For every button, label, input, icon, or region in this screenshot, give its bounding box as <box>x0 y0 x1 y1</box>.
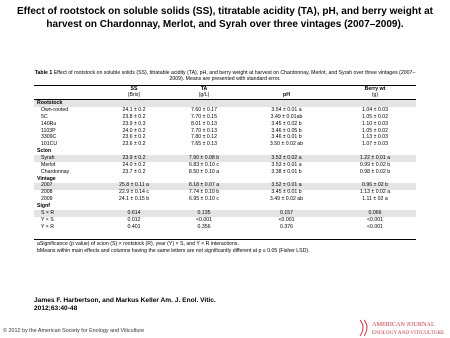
cell-berry-wt: <0.001 <box>366 223 383 230</box>
cell-ph: 0.157 <box>280 209 293 216</box>
cell-berry-wt: 0.98 ± 0.02 b <box>359 168 391 175</box>
table-caption-text: Effect of rootstock on soluble solids (SS), titratable acidity (TA), pH, and berry weight at harvest on Chardonnay, Merlot, and Syrah over three vintages (2007–2009). Means are presented with standard error. <box>53 70 416 83</box>
row-label: Y × S <box>41 216 54 223</box>
row-label: 101CU <box>41 141 58 148</box>
cell-ss: 24.1 ± 0.2 <box>122 107 146 114</box>
section-label: Vintage <box>37 175 56 182</box>
table-row <box>34 114 416 121</box>
table-row <box>34 162 416 169</box>
table-row <box>34 182 416 189</box>
header-ta <box>174 86 234 99</box>
cell-berry-wt: 1.22 ± 0.01 a <box>359 155 391 161</box>
cell-ph: 3.54 ± 0.01 a <box>271 107 302 114</box>
row-label: 2007 <box>41 182 53 189</box>
cell-ph: 3.53 ± 0.02 a <box>271 155 302 161</box>
table-caption <box>34 70 416 83</box>
row-label: 1103P <box>41 127 56 134</box>
footnote-a: aSignificance (p value) of scion (S) × rootstock (R), year (Y) × S, and Y × R interactions. <box>37 241 239 247</box>
cell-ta: 6.83 ± 0.10 c <box>189 161 219 168</box>
cell-ph: <0.001 <box>278 216 295 223</box>
cell-ta: 7.80 ± 0.12 <box>191 134 217 141</box>
table-row <box>34 121 416 128</box>
row-label: 2009 <box>41 196 53 203</box>
cell-ss: 23.6 ± 0.2 <box>122 141 146 148</box>
cell-berry-wt: 1.05 ± 0.02 <box>362 113 388 120</box>
cell-ss: 24.1 ± 0.15 b <box>118 196 150 203</box>
cell-ph: 3.45 ± 0.02 b <box>271 120 302 127</box>
cell-ph: 3.49 ± 0.01ab <box>270 113 303 120</box>
cell-ph: 3.45 ± 0.01 b <box>271 189 302 196</box>
cell-ta: 0.135 <box>197 209 211 216</box>
cell-ta: 7.74 ± 0.10 b <box>188 189 220 196</box>
journal-logo <box>358 318 450 338</box>
cell-ph: 3.49 ± 0.02 ab <box>269 196 304 203</box>
table-row <box>34 128 416 135</box>
table-row <box>34 107 416 114</box>
cell-berry-wt: 0.96 ± 02 b <box>362 182 388 189</box>
header-ph <box>249 92 324 98</box>
cell-berry-wt: 1.07 ± 0.03 <box>362 141 388 148</box>
table-row <box>34 134 416 141</box>
cell-ta: 7.90 ± 0.08 b <box>188 155 220 161</box>
cell-ss: 22.9 ± 0.14 c <box>119 189 149 196</box>
cell-ph: 3.52 ± 0.01 a <box>271 182 302 189</box>
row-label: Merlot <box>41 161 56 168</box>
cell-ph: 3.38 ± 0.01 b <box>271 168 302 175</box>
table-row <box>34 155 416 162</box>
row-label: Own-rooted <box>41 107 69 114</box>
cell-ss: 24.0 ± 0.2 <box>122 161 146 168</box>
cell-ta: 8.50 ± 0.10 a <box>188 168 220 175</box>
cell-ta: 7.70 ± 0.13 <box>191 127 217 134</box>
header-ss-unit: (Brix) <box>127 92 141 99</box>
cell-ta: 8.01 ± 0.13 <box>191 120 217 127</box>
table-caption-label: Table 1 <box>34 70 53 76</box>
cell-ss: 0.401 <box>127 223 141 230</box>
footnote-b: bMeans within main effects and columns having the same letters are not significantly different at p ≤ 0.05 (Fisher LSD). <box>37 248 310 254</box>
header-ta-unit: (g/L) <box>198 92 210 99</box>
cell-ta: <0.001 <box>195 216 212 223</box>
logo-line-1: AMERICAN JOURNAL <box>372 321 435 328</box>
cell-berry-wt: 1.05 ± 0.02 <box>362 127 388 134</box>
table-row <box>34 224 416 231</box>
cell-ta: 6.95 ± 0.10 c <box>189 196 219 203</box>
row-label: Y × R <box>41 223 55 230</box>
cell-ta: 7.65 ± 0.13 <box>191 141 217 148</box>
section-label: Rootstock <box>37 100 63 107</box>
cell-ss: 23.6 ± 0.2 <box>122 134 146 141</box>
cell-berry-wt: 1.11 ± 02 a <box>362 196 388 203</box>
row-label: 140Ru <box>41 120 57 127</box>
cell-ss: 23.8 ± 0.2 <box>122 113 146 120</box>
copyright-notice: © 2012 by the American Society for Enology and Viticulture <box>3 328 145 334</box>
cell-ta: 7.70 ± 0.15 <box>191 113 217 120</box>
citation-reference: 2012;63:40-48 <box>34 305 78 312</box>
cell-ss: 23.7 ± 0.2 <box>122 168 146 175</box>
header-ss-label: SS <box>130 86 138 92</box>
table-row <box>34 169 416 176</box>
table-row <box>34 189 416 196</box>
header-ph-label: pH <box>283 92 290 98</box>
cell-ss: 24.0 ± 0.2 <box>122 127 146 134</box>
cell-ta: 8.18 ± 0.07 a <box>188 182 220 189</box>
row-label: Syrah <box>41 155 55 161</box>
table-row <box>34 217 416 224</box>
row-label: S × R <box>41 209 55 216</box>
cell-ta: 0.356 <box>197 223 211 230</box>
cell-berry-wt: 1.04 ± 0.03 <box>362 107 388 114</box>
cell-berry-wt: <0.001 <box>366 216 383 223</box>
row-label: Chardonnay <box>41 168 70 175</box>
table-section-row <box>34 100 416 107</box>
cell-ss: 0.614 <box>127 209 141 216</box>
cell-berry-wt: 0.99 ± 0.02 b <box>359 161 391 168</box>
cell-ph: 3.53 ± 0.01 a <box>271 161 302 168</box>
table-section-row <box>34 148 416 155</box>
table-row <box>34 196 416 203</box>
cell-berry-wt: 1.13 ± 0.02 a <box>359 189 391 196</box>
citation-authors: James F. Harbertson, and Markus Keller Am. J. Enol. Vitic. <box>34 297 216 304</box>
citation <box>34 297 216 313</box>
table-row <box>34 210 416 217</box>
cell-berry-wt: 1.13 ± 0.03 <box>362 134 388 141</box>
row-label: 5C <box>41 113 48 120</box>
cell-ph: 0.376 <box>280 223 293 230</box>
cell-berry-wt: 0.066 <box>368 209 382 216</box>
table-section-row <box>34 176 416 183</box>
cell-ph: 3.46 ± 0.01 b <box>271 134 302 141</box>
cell-ta: 7.60 ± 0.17 <box>191 107 217 114</box>
slide-title: Effect of rootstock on soluble solids (SS), titratable acidity (TA), pH, and berry weight at harvest on Chardonnay, Merlot, and Syrah over three vintages (2007–2009). <box>17 6 433 30</box>
row-label: 2008 <box>41 189 53 196</box>
results-table <box>34 70 416 303</box>
cell-ss: 23.9 ± 0.2 <box>122 155 146 161</box>
section-label: Signf <box>37 202 50 209</box>
cell-berry-wt: 1.10 ± 0.03 <box>362 120 388 127</box>
row-label: 3309C <box>41 134 57 141</box>
header-berry-wt <box>334 86 416 99</box>
table-row <box>34 141 416 148</box>
header-ta-label: TA <box>200 86 208 92</box>
header-ss <box>104 86 164 99</box>
cell-ss: 25.8 ± 0.11 a <box>119 182 149 189</box>
table-section-row <box>34 203 416 210</box>
cell-ph: 3.50 ± 0.02 ab <box>269 141 304 148</box>
header-berry-wt-label: Berry wt <box>364 86 386 92</box>
header-berry-wt-unit: (g) <box>371 92 379 99</box>
cell-ss: 0.012 <box>127 216 141 223</box>
section-label: Scion <box>37 148 52 155</box>
cell-ss: 23.9 ± 0.3 <box>122 120 146 127</box>
cell-ph: 3.46 ± 0.05 b <box>271 127 302 134</box>
logo-line-2: ENOLOGY AND VITICULTURE <box>372 330 445 336</box>
table-bottom-rule <box>34 239 416 240</box>
